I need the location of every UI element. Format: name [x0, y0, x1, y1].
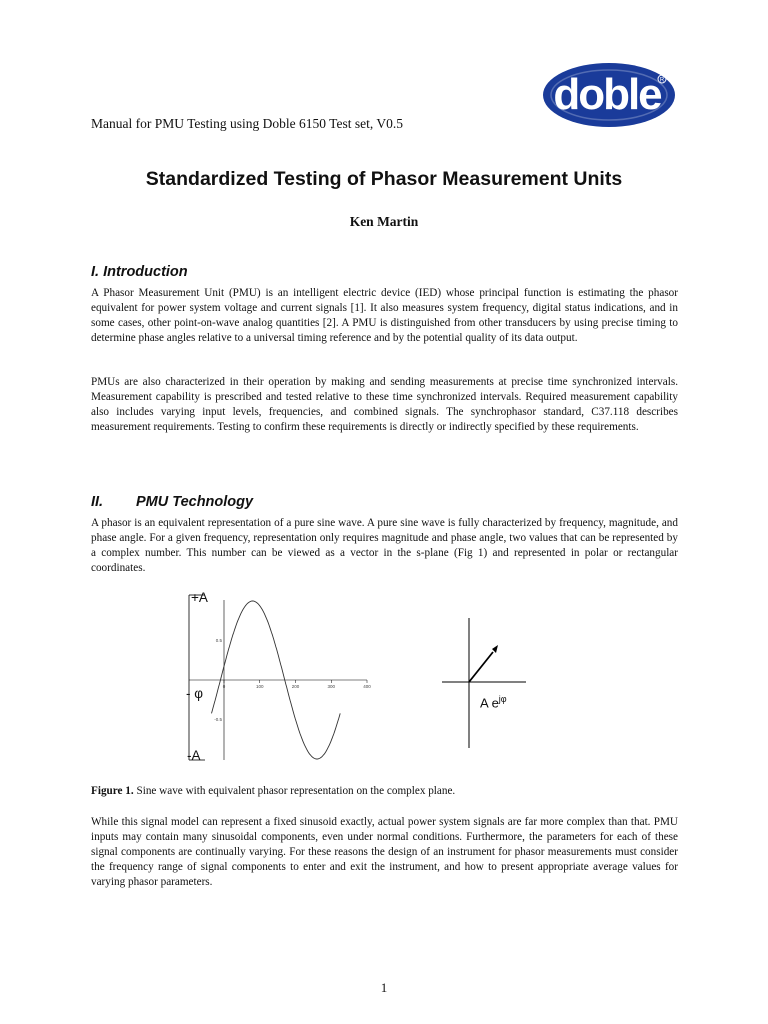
svg-text:R: R: [659, 77, 665, 84]
figure-caption: [91, 785, 455, 797]
section-heading-pmu-technology: PMU Technology: [136, 494, 254, 510]
phasor-diagram: [440, 615, 530, 750]
pmu-technology-paragraph-1: A phasor is an equivalent representation of a pure sine wave. A pure sine wave is fully characterized by frequency, magnitude, and phase angle. For a given frequency, representation only requires magnitude and phase angle, two values that can be represented by a complex number. This number can be viewed as a vector in the s-plane (Fig 1) and represented in polar or rectangular coordinates.: [91, 517, 678, 574]
y-tick-label: -0.5: [214, 717, 222, 722]
phasor-label: [480, 694, 507, 710]
running-header: Manual for PMU Testing using Doble 6150 Test set, V0.5: [91, 116, 403, 131]
doble-logo: [541, 62, 677, 128]
phasor-label-base: A e: [480, 695, 499, 711]
y-tick-label: 0.5: [215, 638, 222, 643]
author: Ken Martin: [349, 214, 419, 229]
section-heading-introduction: I. Introduction: [91, 264, 188, 280]
x-tick-label: 400: [363, 684, 371, 689]
figure-caption-text: Sine wave with equivalent phasor representation on the complex plane.: [133, 785, 456, 797]
label-plus-a: +A: [191, 590, 208, 605]
intro-paragraph-1: A Phasor Measurement Unit (PMU) is an intelligent electric device (IED) whose principal function is estimating the phasor equivalent for power system voltage and current signals [1]. It also measures system frequency, digital status indications, and in some cases, other point-on-wave analog quantities [2]. A PMU is distinguished from other transducers by using precise timing to determine phase angles relative to a universal timing reference and by the potential quality of its data output.: [91, 287, 678, 344]
intro-paragraph-2: PMUs are also characterized in their operation by making and sending measurements at precise time synchronized intervals. Measurement capability is prescribed and tested relative to these time synchronized intervals. Required measurement capability also includes varying input levels, frequencies, and combined signals. The synchrophasor standard, C37.118 describes measurement requirements. Testing to confirm these requirements is directly or indirectly specified by these requirements.: [91, 376, 678, 433]
page-number: 1: [380, 980, 388, 995]
phasor-arrow: [469, 652, 493, 682]
section-number-pmu-technology: II.: [91, 494, 104, 510]
logo-text: doble: [553, 70, 661, 119]
document-title: Standardized Testing of Phasor Measurement Units: [145, 168, 623, 190]
pmu-technology-paragraph-2: While this signal model can represent a fixed sinusoid exactly, actual power system signals are far more complex than that. PMU inputs may contain many sinusoidal components, even under normal conditions. Furthermore, the parameters for each of these signal components are continually varying. For these reasons the design of an instrument for phasor measurements must consider the frequency range of signal components to enter and exit the instrument, and how to present appropriate average values for varying phasor parameters.: [91, 816, 678, 888]
x-tick-label: 0: [222, 684, 226, 689]
x-tick-label: 100: [255, 684, 264, 689]
sine-wave-plot: [185, 590, 385, 772]
x-tick-label: 300: [327, 684, 336, 689]
label-phi: - φ: [186, 686, 204, 701]
figure-caption-label: Figure 1.: [91, 785, 134, 797]
phasor-label-exponent: jφ: [498, 694, 507, 704]
label-minus-a: -A: [187, 748, 201, 763]
x-tick-label: 200: [291, 684, 300, 689]
